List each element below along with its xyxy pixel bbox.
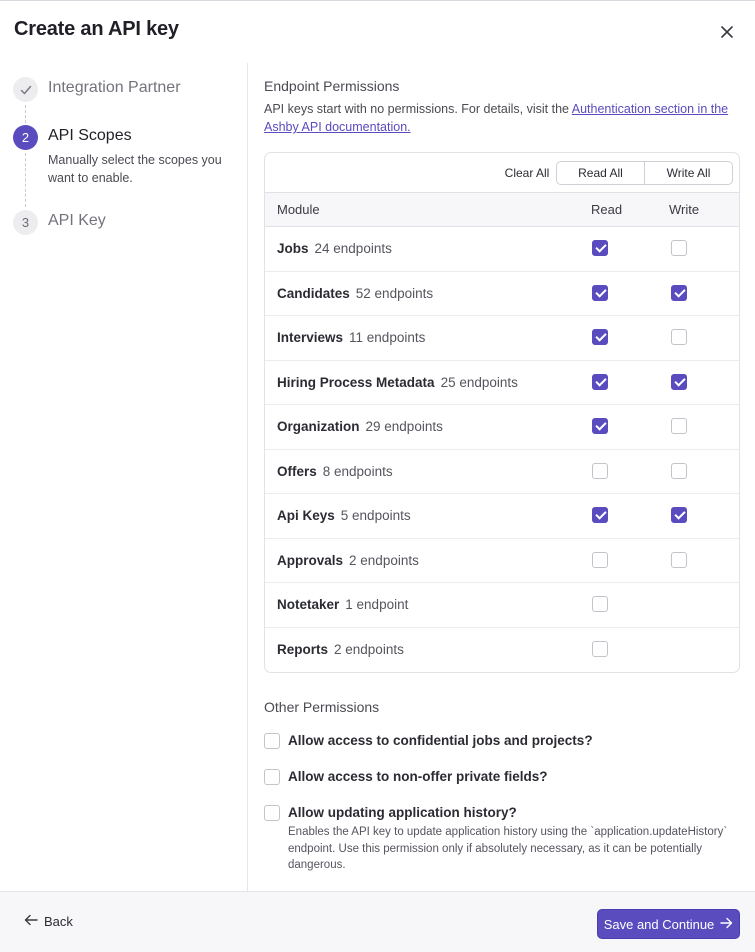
module-label: Offers [277, 463, 317, 479]
endpoint-count: 24 endpoints [314, 241, 392, 256]
back-button[interactable] [24, 914, 73, 929]
read-all-button[interactable]: Read All [578, 166, 623, 180]
permissions-table [264, 152, 740, 673]
module-label: Organization [277, 419, 360, 434]
confidential-jobs-checkbox[interactable] [264, 733, 280, 749]
dialog-footer [0, 891, 755, 952]
endpoint-permissions-title: Endpoint Permissions [264, 78, 400, 94]
step-connector [25, 153, 26, 207]
write-checkbox[interactable] [671, 552, 687, 568]
option-confidential-jobs [264, 727, 740, 763]
private-fields-checkbox[interactable] [264, 769, 280, 785]
table-header [265, 193, 739, 227]
option-private-fields [264, 763, 740, 799]
read-checkbox[interactable] [592, 418, 608, 434]
step-description: Manually select the scopes you want to enable. [48, 153, 222, 185]
module-name [277, 642, 404, 657]
table-body [265, 227, 739, 672]
column-header-read: Read [591, 202, 623, 217]
step-title: API Key [48, 212, 106, 229]
step-number: 2 [13, 125, 38, 150]
write-checkbox[interactable] [671, 463, 687, 479]
read-checkbox[interactable] [592, 240, 608, 256]
other-permissions [264, 699, 740, 869]
module-label: Candidates [277, 285, 350, 301]
save-label: Save and Continue [603, 916, 715, 932]
module-label: Hiring Process Metadata [277, 374, 435, 390]
module-name [277, 597, 408, 612]
table-toolbar [265, 153, 739, 193]
step-connector [25, 105, 26, 123]
write-checkbox[interactable] [671, 329, 687, 345]
table-row [265, 539, 739, 584]
module-name [277, 241, 392, 256]
module-name [277, 286, 433, 301]
endpoint-count: 8 endpoints [322, 463, 393, 479]
module-label: Notetaker [277, 597, 340, 612]
read-checkbox[interactable] [592, 374, 608, 390]
read-write-all-group [556, 161, 733, 185]
column-header-module: Module [277, 202, 320, 217]
table-row [265, 316, 739, 361]
docs-link[interactable]: Authentication section in the Ashby API documentation. [264, 102, 729, 134]
column-header-write: Write [669, 202, 700, 217]
table-row [265, 628, 739, 673]
endpoint-permissions-description [264, 100, 740, 136]
steps-sidebar [0, 63, 248, 891]
option-application-history [264, 799, 740, 869]
read-checkbox[interactable] [592, 507, 608, 523]
read-checkbox[interactable] [592, 641, 608, 657]
arrow-right-icon [720, 917, 733, 932]
option-label: Allow access to non-offer private fields? [288, 769, 548, 784]
option-label: Allow updating application history? [288, 805, 517, 820]
dialog-header [0, 1, 755, 63]
arrow-left-icon [24, 914, 38, 929]
write-checkbox[interactable] [671, 418, 687, 434]
clear-all-button[interactable]: Clear All [504, 165, 550, 180]
close-icon[interactable] [716, 21, 738, 43]
application-history-checkbox[interactable] [264, 805, 280, 821]
endpoint-count: 25 endpoints [440, 374, 518, 390]
module-name [277, 330, 425, 345]
write-checkbox[interactable] [671, 285, 687, 301]
back-label: Back [44, 914, 73, 929]
write-checkbox[interactable] [671, 240, 687, 256]
table-row [265, 272, 739, 317]
read-checkbox[interactable] [592, 596, 608, 612]
check-icon [13, 77, 38, 102]
module-name [277, 553, 419, 568]
save-and-continue-button[interactable] [597, 909, 740, 939]
module-label: Reports [277, 641, 329, 657]
dialog-title: Create an API key [14, 18, 179, 40]
table-row [265, 405, 739, 450]
module-name [277, 419, 443, 434]
table-row [265, 583, 739, 628]
option-label: Allow access to confidential jobs and projects? [288, 733, 593, 748]
step-title: API Scopes [48, 127, 132, 144]
read-checkbox[interactable] [592, 552, 608, 568]
module-label: Approvals [277, 552, 344, 568]
table-row [265, 494, 739, 539]
table-row [265, 361, 739, 406]
module-label: Api Keys [277, 508, 335, 523]
module-label: Interviews [277, 330, 344, 345]
module-name [277, 464, 393, 479]
endpoint-count: 29 endpoints [365, 419, 443, 434]
option-description: Enables the API key to update application history using the `application.updateHistory` endpoint. Use this permission only if absolutely necessary, as it can be potentially dangerous. [288, 826, 728, 871]
step-number: 3 [13, 210, 38, 235]
endpoint-count: 52 endpoints [355, 285, 434, 301]
read-checkbox[interactable] [592, 329, 608, 345]
table-row [265, 227, 739, 272]
step-title: Integration Partner [48, 79, 181, 96]
write-checkbox[interactable] [671, 374, 687, 390]
module-name [277, 375, 518, 390]
write-all-button[interactable]: Write All [644, 162, 732, 184]
description-text: API keys start with no permissions. For details, visit the [264, 102, 572, 116]
endpoint-count: 2 endpoints [349, 552, 419, 568]
write-checkbox[interactable] [671, 507, 687, 523]
module-label: Jobs [277, 241, 309, 256]
endpoint-count: 11 endpoints [349, 330, 426, 345]
read-checkbox[interactable] [592, 285, 608, 301]
endpoint-count: 5 endpoints [340, 508, 411, 523]
module-name [277, 508, 411, 523]
read-checkbox[interactable] [592, 463, 608, 479]
endpoint-count: 1 endpoint [345, 597, 409, 612]
endpoint-count: 2 endpoints [334, 641, 404, 657]
other-permissions-title: Other Permissions [264, 699, 380, 715]
table-row [265, 450, 739, 495]
